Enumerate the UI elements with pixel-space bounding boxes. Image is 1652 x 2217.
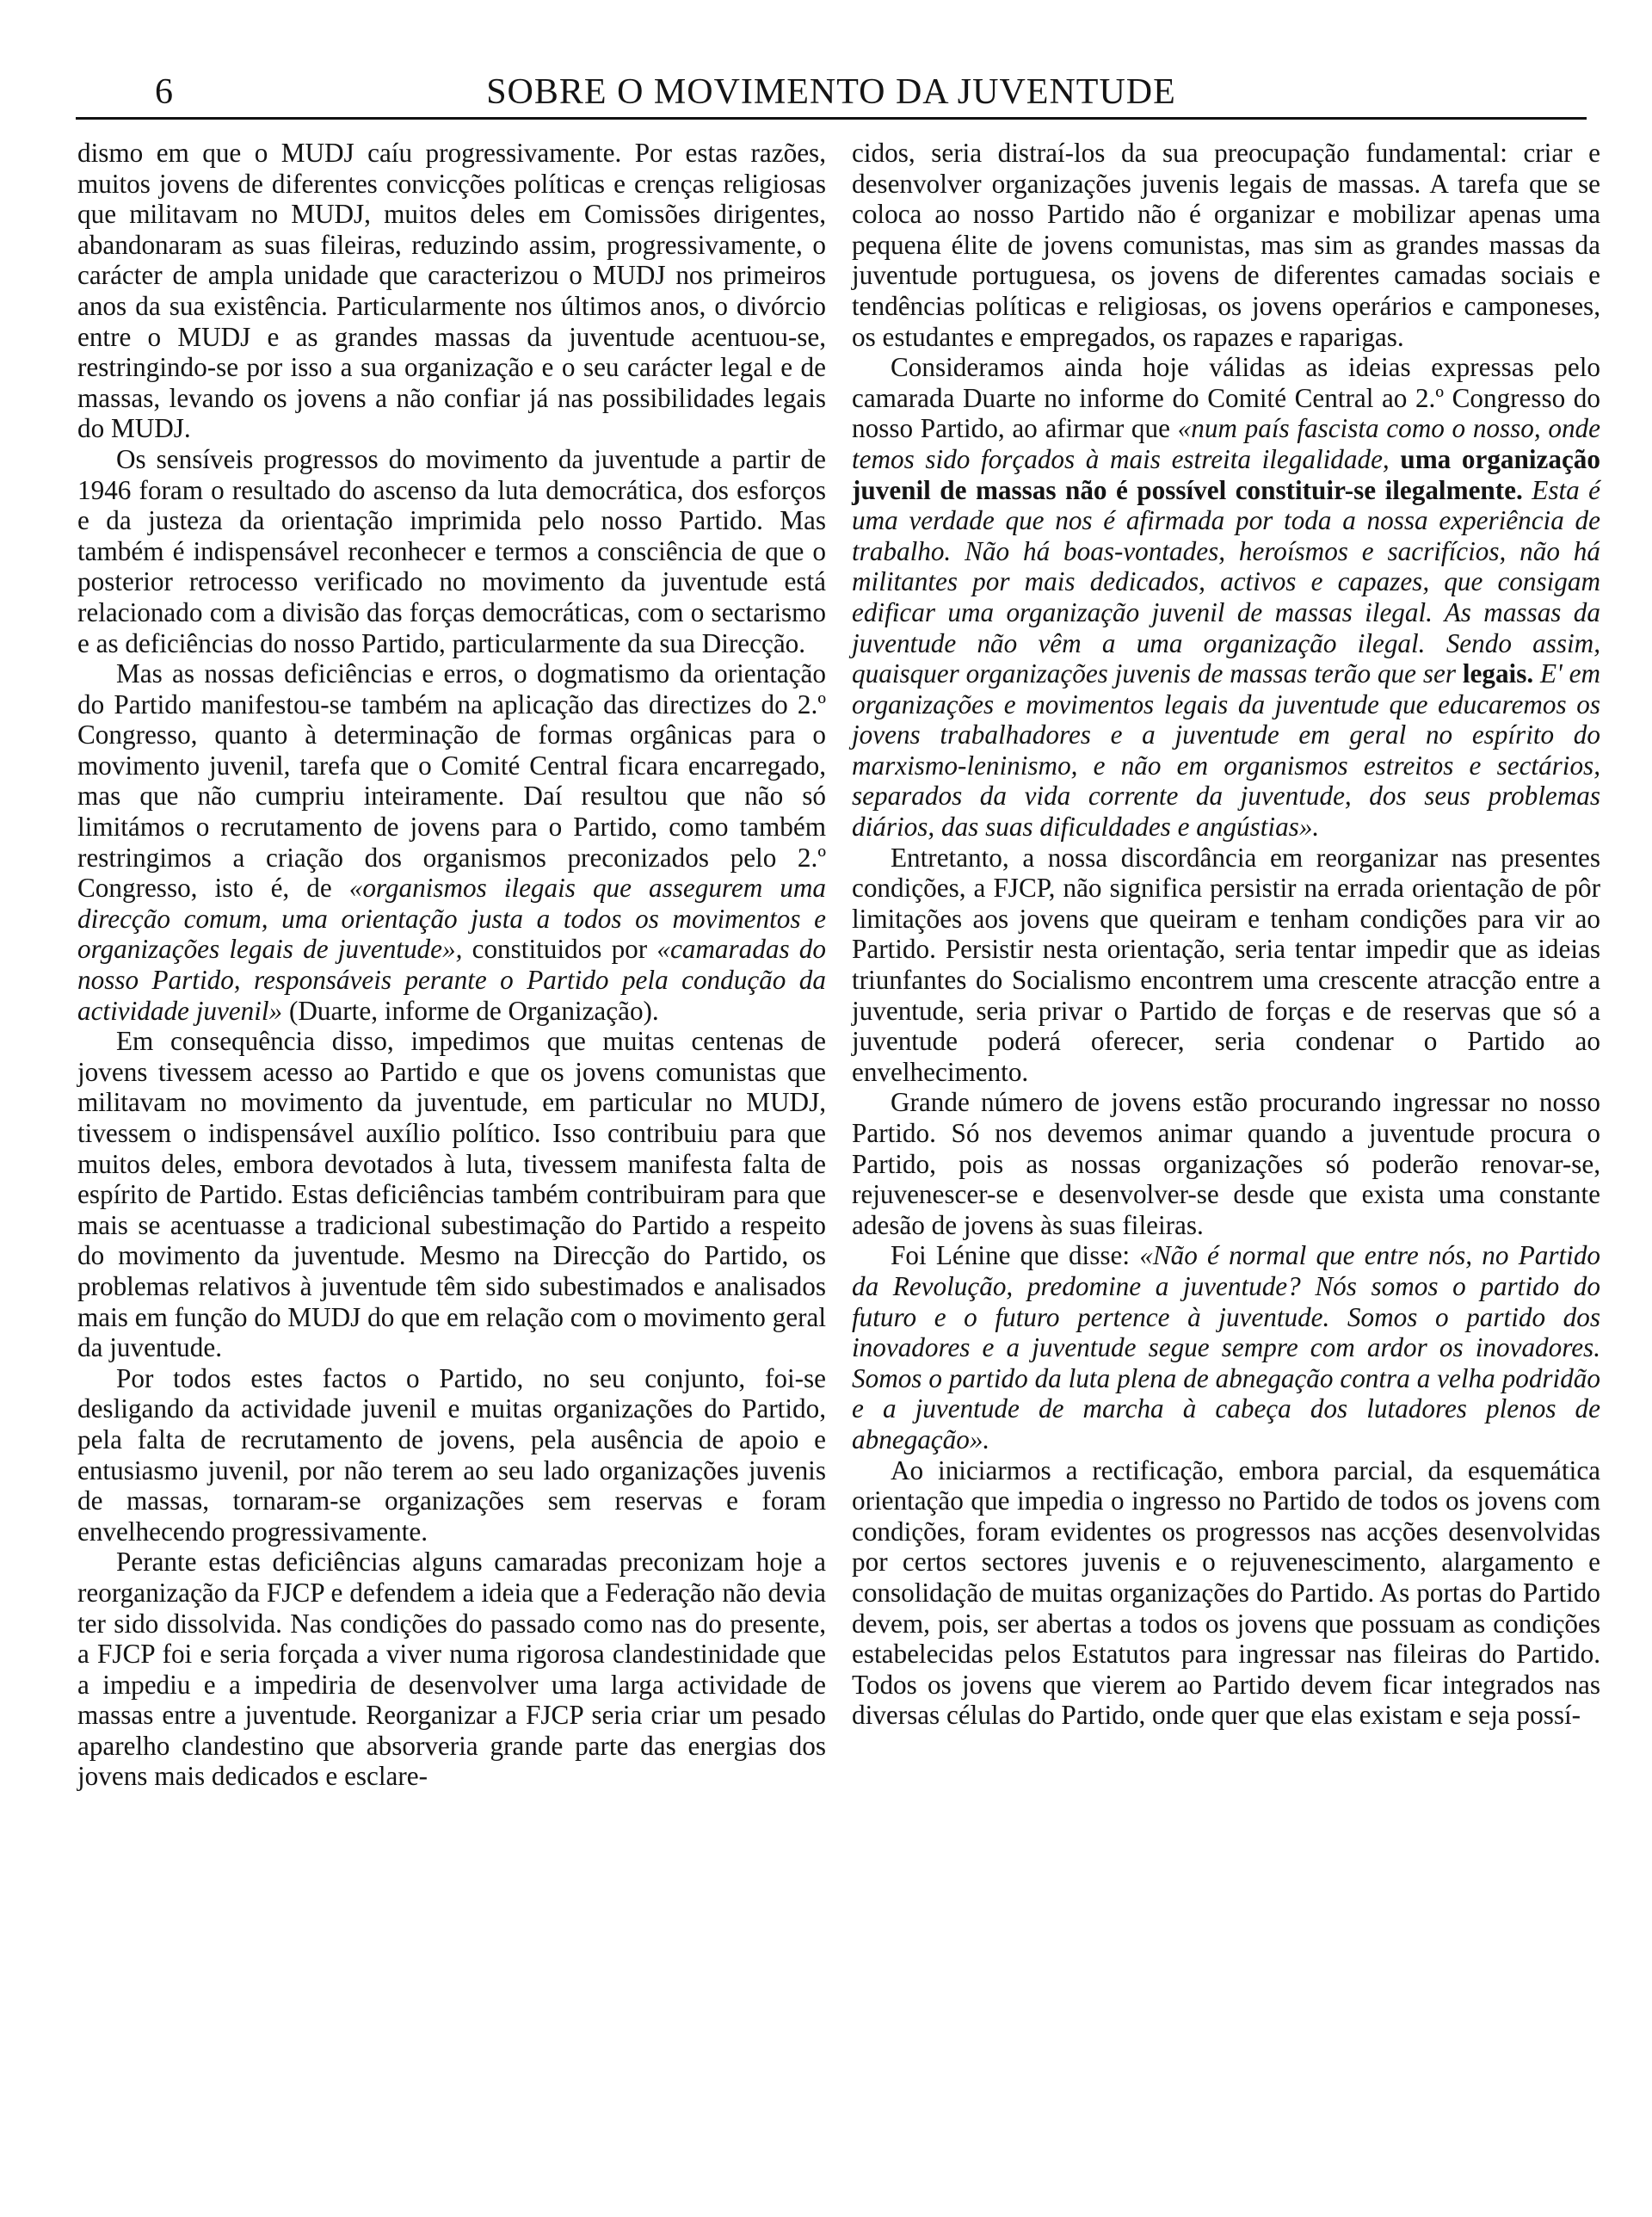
- left-column: [77, 138, 826, 1792]
- paragraph-text: Consideramos ainda hoje válidas as ideias expressas pelo camarada Duarte no informe do Comité Central ao 2.º Congresso do nosso Partido, ao afirmar que: [852, 352, 1600, 444]
- citation-text: (Duarte, informe de Organização).: [282, 995, 659, 1026]
- paragraph: cidos, seria distraí-los da sua preocupação fundamental: criar e desenvolver organizações juvenis legais de massas. A tarefa que se coloca ao nosso Partido não é organizar e mobilizar apenas uma pequena élite de jovens comunistas, mas sim as grandes massas da juventude portuguesa, os jovens de diferentes camadas sociais e tendências políticas e religiosas, os jovens operários e camponeses, os estudantes e empregados, os rapazes e raparigas.: [852, 138, 1600, 352]
- paragraph: Por todos estes factos o Partido, no seu conjunto, foi-se desligando da actividade juvenil e muitas organizações do Partido, pela falta de recrutamento de jovens, pela ausência de apoio e entusiasmo juvenil, por não terem ao seu lado organizações juvenis de massas, tornaram-se organizações sem reservas e foram envelhecendo progressivamente.: [77, 1362, 826, 1547]
- quote-italic: «organismos ilegais que assegurem uma direcção comum, uma orientação justa a todos os movimentos e organizações legais de juventude»,: [77, 873, 826, 965]
- page-number: 6: [155, 72, 173, 112]
- paragraph: Os sensíveis progressos do movimento da juventude a partir de 1946 foram o resultado do ascenso da luta democrática, dos esforços e da justeza da orientação imprimida pelo nosso Partido. Mas também é indispensável reconhecer e termos a consciência de que o posterior retrocesso verificado no movimento da juventude está relacionado com a divisão das forças democráticas, com o sectarismo e as deficiências do nosso Partido, particularmente da sua Direcção.: [77, 443, 826, 658]
- quote-italic: «Não é normal que entre nós, no Partido da Revolução, predomine a juventude? Nós somos o partido do futuro e o futuro pertence à juventude. Somos o partido dos inovadores e a juventude segue sempre com ardor os inovadores. Somos o partido da luta plena de abnegação contra a velha podridão e a juventude de marcha à cabeça dos lutadores plenos de abnegação».: [852, 1240, 1601, 1454]
- running-title: SOBRE O MOVIMENTO DA JUVENTUDE: [486, 72, 1176, 112]
- quote-italic: «camaradas do nosso Partido, responsáveis perante o Partido pela condução da actividade juvenil»: [77, 934, 826, 1026]
- paragraph-text: Foi Lénine que disse:: [891, 1240, 1130, 1271]
- quote-italic: E' em organizações e movimentos legais da juventude que educaremos os jovens trabalhadores e a juventude em geral no espírito do marxismo-leninismo, e não em organismos estreitos e sectários, separados da vida corrente da juventude, dos seus problemas diários, das suas dificuldades e angústias».: [852, 658, 1601, 843]
- paragraph: [852, 352, 1600, 843]
- paragraph: Em consequência disso, impedimos que muitas centenas de jovens tivessem acesso ao Partido e que os jovens comunistas que militavam no movimento da juventude, em particular no MUDJ, tivessem o indispensável auxílio político. Isso contribuiu para que muitos deles, embora devotados à luta, tivessem manifesta falta de espírito de Partido. Estas deficiências também contribuiram para que mais se acentuasse a tradicional subestimação do Partido a respeito do movimento da juventude. Mesmo na Direcção do Partido, os problemas relativos à juventude têm sido subestimados e analisados mais em função do MUDJ do que em relação com o movimento geral da juventude.: [77, 1026, 826, 1363]
- paragraph-text: Mas as nossas deficiências e erros, o dogmatismo da orientação do Partido manifestou-se também na aplicação das directizes do 2.º Congresso, quanto à determinação de formas orgânicas para o movimento juvenil, tarefa que o Comité Central ficara encarregado, mas que não cumpriu inteiramente. Daí resultou que não só limitámos o recrutamento de jovens para o Partido, como também restringimos a criação dos organismos preconizados pelo 2.º Congresso, isto é, de: [77, 658, 826, 904]
- quote-italic: Esta é uma verdade que nos é afirmada por toda a nossa experiência de trabalho. Não há boas-vontades, heroísmos e sacrifícios, não há militantes por mais dedicados, activos e capazes, que consigam edificar uma organização juvenil de massas ilegal. As massas da juventude não vêm a uma organização ilegal. Sendo assim, quaisquer organizações juvenis de massas terão que ser: [852, 474, 1601, 689]
- paragraph: dismo em que o MUDJ caíu progressivamente. Por estas razões, muitos jovens de diferentes convicções políticas e crenças religiosas que militavam no MUDJ, muitos deles em Comissões dirigentes, abandonaram as suas fileiras, reduzindo assim, progressivamente, o carácter de ampla unidade que caracterizou o MUDJ nos primeiros anos da sua existência. Particularmente nos últimos anos, o divórcio entre o MUDJ e as grandes massas da juventude acentuou-se, restringindo-se por isso a sua organização e o seu carácter legal e de massas, levando os jovens a não confiar já nas possibilidades legais do MUDJ.: [77, 138, 826, 444]
- paragraph: Entretanto, a nossa discordância em reorganizar nas presentes condições, a FJCP, não significa persistir na errada orientação de pôr limitações aos jovens que queiram e tenham condições para vir ao Partido. Persistir nesta orientação, seria tentar impedir que as ideias triunfantes do Socialismo encontrem uma crescente atracção entre a juventude, seria privar o Partido de forças e de reservas que só a juventude poderá oferecer, seria condenar o Partido ao envelhecimento.: [852, 842, 1600, 1087]
- paragraph: [77, 658, 826, 1026]
- quote-bold: legais.: [1462, 658, 1534, 689]
- quote-bold: uma organização juvenil de massas não é possível constituir-se ilegalmente.: [852, 443, 1600, 505]
- paragraph-text: constituidos por: [462, 934, 657, 965]
- paragraph: Ao iniciarmos a rectificação, embora parcial, da esquemática orientação que impedia o ingresso no Partido de todos os jovens com condições, foram evidentes os progressos nas acções desenvolvidas por certos sectores juvenis e o rejuvenescimento, alargamento e consolidação de muitas organizações do Partido. As portas do Partido devem, pois, ser abertas a todos os jovens que possuam as condições estabelecidas pelos Estatutos para ingressar nas fileiras do Partido. Todos os jovens que vierem ao Partido devem ficar integrados nas diversas células do Partido, onde quer que elas existam e seja possí-: [852, 1454, 1600, 1731]
- right-column: [852, 138, 1600, 1731]
- paragraph: [852, 1240, 1600, 1454]
- paragraph: Perante estas deficiências alguns camaradas preconizam hoje a reorganização da FJCP e defendem a ideia que a Federação não devia ter sido dissolvida. Nas condições do passado como nas do presente, a FJCP foi e seria forçada a viver numa rigorosa clandestinidade que a impediu e a impediria de desenvolver uma larga actividade de massas entre a juventude. Reorganizar a FJCP seria criar um pesado aparelho clandestino que absorveria grande parte das energias dos jovens mais dedicados e esclare-: [77, 1547, 826, 1792]
- page-header: [76, 67, 1587, 120]
- quote-italic: «num país fascista como o nosso, onde temos sido forçados à mais estreita ilegalidade,: [852, 413, 1600, 474]
- paragraph: Grande número de jovens estão procurando ingressar no nosso Partido. Só nos devemos animar quando a juventude procura o Partido, pois as nossas organizações só poderão renovar-se, rejuvenescer-se e desenvolver-se desde que exista uma constante adesão de jovens às suas fileiras.: [852, 1087, 1600, 1240]
